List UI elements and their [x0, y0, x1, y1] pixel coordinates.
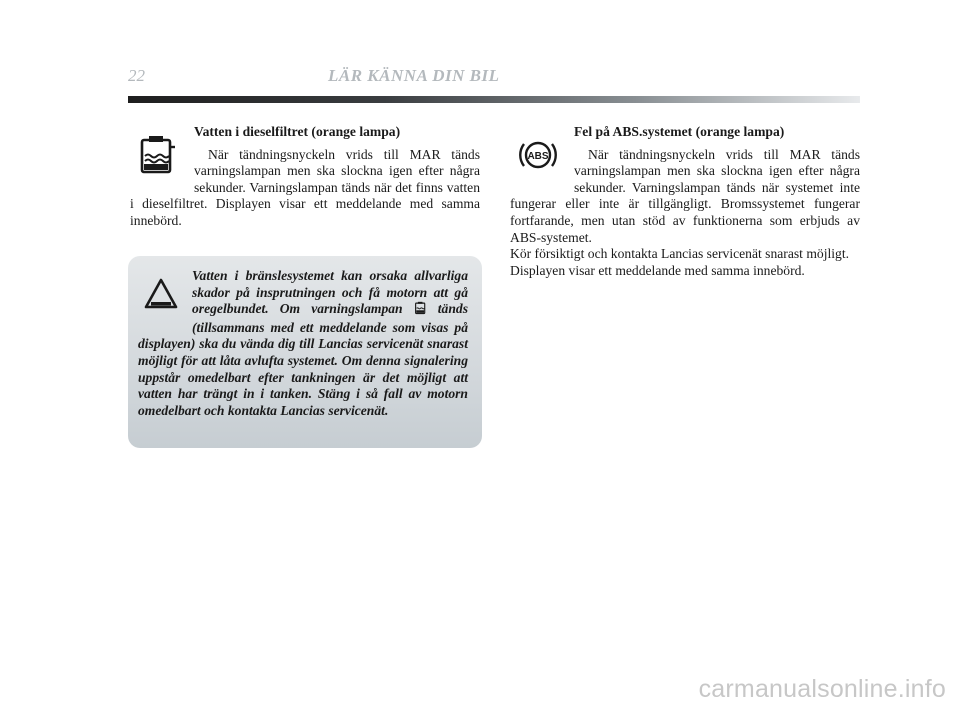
watermark: carmanualsonline.info [698, 675, 946, 703]
page-number: 22 [128, 66, 145, 85]
abs-icon [510, 127, 568, 183]
section-body-abs-2: Kör försiktigt och kontakta Lancias servicenät snarast möjligt. [510, 246, 849, 262]
warning-triangle-icon [138, 270, 184, 318]
section-body-abs-1: När tändningsnyckeln vrids till MAR tänds varningslampan men ska slockna igen efter några sekunder. Varningslampan tänds när systemet inte fungerar eller inte är tillgängligt. Bromssystemet fungerar fortfarande, men utan stöd av funktionerna som erbjuds av ABS-systemet. [510, 146, 860, 245]
water-in-diesel-filter-icon [130, 127, 184, 183]
warning-text-part-2: tänds (tillsammans med ett meddelande som visas på displayen) ska du vända dig till Lancias servicenät snarast möjligt för att låta avlufta systemet. Om denna signalering uppstår omedelbart efter tankningen är det möjligt att vatten har trängt in i tanken. Stäng i så fall av motorn omedelbart och kontakta Lancias servicenät. [138, 301, 468, 418]
right-column [510, 124, 860, 279]
abs-icon-label: ABS [527, 151, 549, 162]
section-body-abs-3: Displayen visar ett meddelande med samma innebörd. [510, 262, 805, 278]
left-column [130, 124, 480, 230]
section-title-abs: Fel på ABS.systemet (orange lampa) [574, 124, 785, 139]
section-title-water-in-filter: Vatten i dieselfiltret (orange lampa) [194, 124, 401, 139]
running-header: LÄR KÄNNA DIN BIL [328, 66, 500, 85]
warning-box [128, 256, 482, 448]
header-rule [128, 96, 860, 103]
warning-text-part-1: Vatten i bränslesystemet kan orsaka allvarliga skador på insprutningen och få motorn att gå oregelbundet. Om varningslampan [192, 268, 468, 317]
warning-text [138, 268, 468, 419]
section-body-water-in-filter: När tändningsnyckeln vrids till MAR tänds varningslampan men ska slockna igen efter några sekunder. Varningslampan tänds när det finns vatten i dieselfiltret. Displayen visar ett meddelande med samma innebörd. [130, 146, 480, 228]
inline-water-in-diesel-filter-icon [414, 301, 427, 320]
